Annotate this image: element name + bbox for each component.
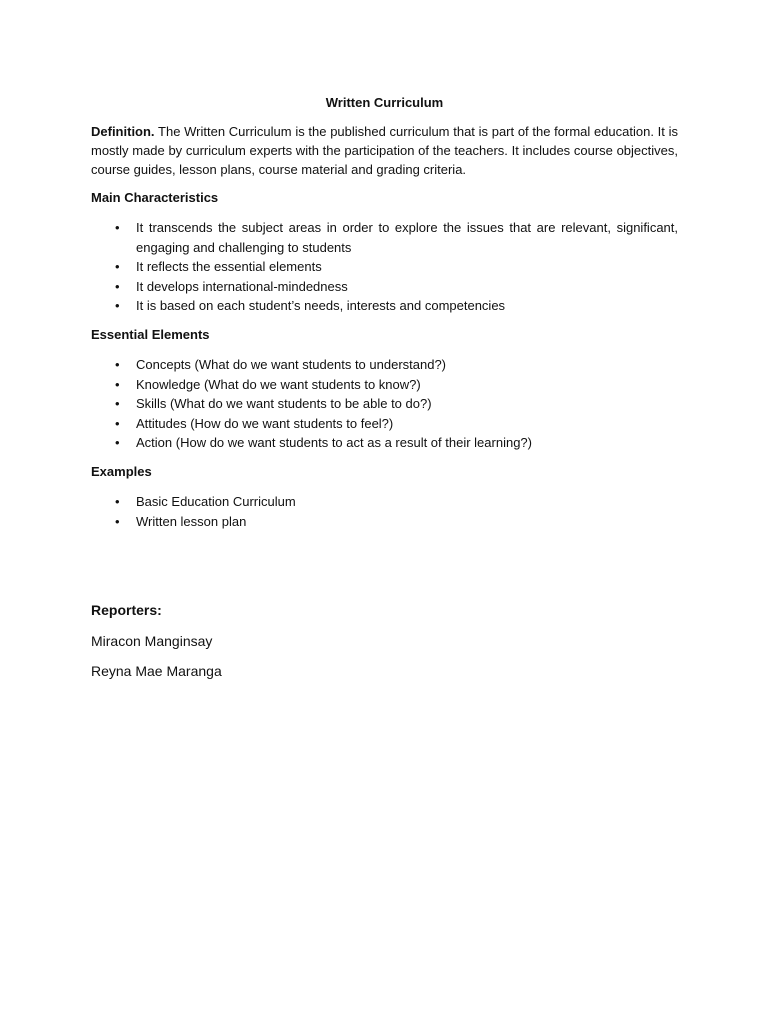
reporter-name: Reyna Mae Maranga [91,663,222,679]
list-item-text: It develops international-mindedness [136,278,348,294]
bullet-icon: • [115,298,120,313]
list-item-text: Attitudes (How do we want students to feel?) [136,415,394,431]
reporters-label: Reporters: [91,602,162,618]
list-item [91,257,678,277]
bullet-icon: • [115,494,120,509]
list-item-text: Concepts (What do we want students to understand?) [136,357,447,372]
bullet-icon: • [115,259,120,274]
list-item-text: Skills (What do we want students to be able to do?) [136,396,432,411]
main-characteristics-heading: Main Characteristics [91,190,219,205]
main-characteristics-list [91,218,678,316]
definition-lead: Definition. [91,124,155,139]
bullet-icon: • [115,278,120,294]
bullet-icon: • [115,435,120,450]
list-item-text: It transcends the subject areas in order to explore the issues that are relevant, significant, engaging and challenging to students [136,220,678,255]
list-item [91,375,678,395]
list-item-text: Basic Education Curriculum [136,494,296,509]
list-item [91,414,678,434]
essential-elements-list [91,355,678,453]
list-item-text: Knowledge (What do we want students to know?) [136,376,421,392]
examples-list [91,492,678,531]
examples-heading: Examples [91,464,152,479]
list-item [91,218,678,257]
list-item-text: Action (How do we want students to act as a result of their learning?) [136,435,532,450]
bullet-icon: • [115,396,120,411]
list-item [91,433,678,453]
essential-elements-heading: Essential Elements [91,327,210,342]
list-item-text: It is based on each student’s needs, interests and competencies [136,298,506,313]
list-item [91,277,678,297]
bullet-icon: • [115,415,120,431]
bullet-icon: • [115,376,120,392]
bullet-icon: • [115,513,120,529]
list-item [91,355,678,375]
list-item [91,492,678,512]
list-item [91,512,678,532]
definition-text: The Written Curriculum is the published curriculum that is part of the formal education. It is mostly made by curriculum experts with the participation of the teachers. It includes course objectives, course guides, lesson plans, course material and grading criteria. [91,124,678,177]
reporter-name: Miracon Manginsay [91,633,213,649]
document-title: Written Curriculum [325,95,444,110]
list-item-text: Written lesson plan [136,513,247,529]
definition-paragraph [91,122,678,179]
list-item [91,394,678,414]
list-item-text: It reflects the essential elements [136,259,322,274]
bullet-icon: • [115,357,120,372]
list-item [91,296,678,316]
bullet-icon: • [115,220,120,235]
